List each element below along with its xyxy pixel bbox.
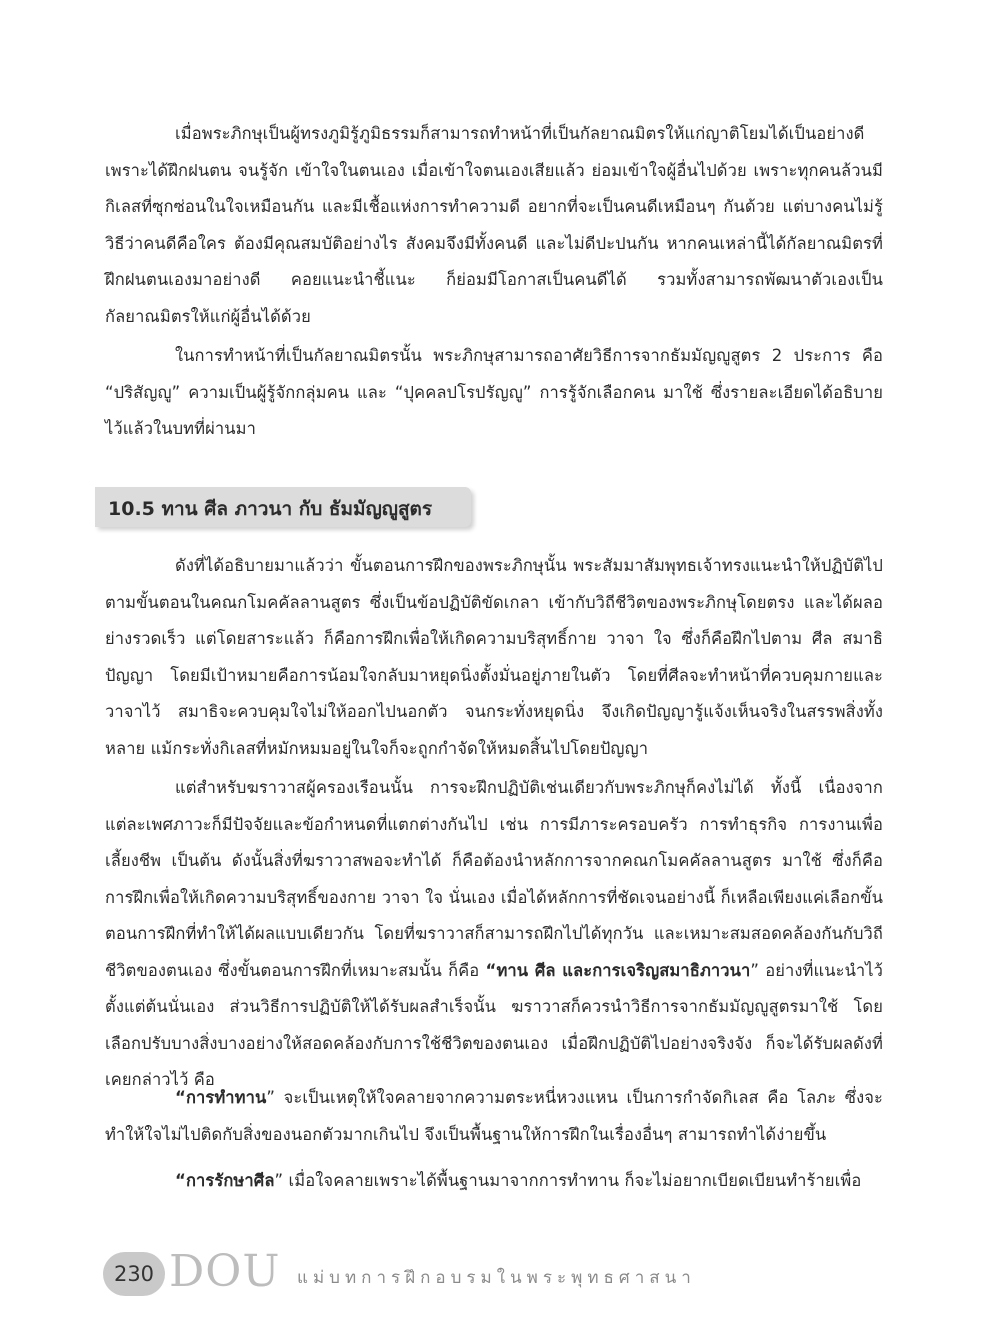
paragraph-4-part-b: ” อย่างที่แนะนำไว้ตั้งแต่ต้นนั่นเอง ส่วนวิธีการปฏิบัติให้ได้รับผลสำเร็จนั้น ฆราวาสก็ควรนำวิธีการจากธัมมัญญูสูตรมาใช้ โดยเลือกปรับบางสิ่งบางอย่างให้สอดคล้องกับการใช้ชีวิตของตนเอง เมื่อฝึกปฏิบัติไปอย่างจริงจัง ก็จะได้รับผลดังที่เคยกล่าวไว้ คือ	[105, 960, 883, 1089]
paragraph-1	[105, 116, 883, 335]
page-number-badge: 230	[103, 1252, 165, 1296]
paragraph-2-text: ในการทำหน้าที่เป็นกัลยาณมิตรนั้น พระภิกษุสามารถอาศัยวิธีการจากธัมมัญญูสูตร 2 ประการ คือ “ปริสัญญู” ความเป็นผู้รู้จักกลุ่มคน และ “ปุคคลปโรปรัญญู” การรู้จักเลือกคน มาใช้ ซึ่งรายละเอียดได้อธิบายไว้แล้วในบทที่ผ่านมา	[105, 346, 883, 438]
paragraph-6-text	[105, 1163, 883, 1200]
paragraph-3-text: ดังที่ได้อธิบายมาแล้วว่า ขั้นตอนการฝึกของพระภิกษุนั้น พระสัมมาสัมพุทธเจ้าทรงแนะนำให้ปฏิบัติไปตามขั้นตอนในคณกโมคคัลลานสูตร ซึ่งเป็นข้อปฏิบัติขัดเกลา เข้ากับวิถีชีวิตของพระภิกษุโดยตรง และได้ผลอย่างรวดเร็ว แต่โดยสาระแล้ว ก็คือการฝึกเพื่อให้เกิดความบริสุทธิ์กาย วาจา ใจ ซึ่งก็คือฝึกไปตาม ศีล สมาธิ ปัญญา โดยมีเป้าหมายคือการน้อมใจกลับมาหยุดนิ่งตั้งมั่นอยู่ภายในตัว โดยที่ศีลจะทำหน้าที่ควบคุมกายและวาจาไว้ สมาธิจะควบคุมใจไม่ให้ออกไปนอกตัว จนกระทั่งหยุดนิ่ง จึงเกิดปัญญารู้แจ้งเห็นจริงในสรรพสิ่งทั้งหลาย แม้กระทั่งกิเลสที่หมักหมมอยู่ในใจก็จะถูกกำจัดให้หมดสิ้นไปโดยปัญญา	[105, 556, 883, 758]
paragraph-4	[105, 770, 883, 1099]
paragraph-6	[105, 1163, 883, 1200]
section-heading-box	[95, 487, 471, 527]
page-footer	[103, 1246, 803, 1300]
paragraph-6-bold-term: “การรักษาศีล	[175, 1171, 275, 1190]
paragraph-5-text	[105, 1080, 883, 1153]
book-title: แม่บทการฝึกอบรมในพระพุทธศาสนา	[297, 1268, 696, 1288]
dou-logo: DOU	[169, 1246, 281, 1297]
paragraph-5	[105, 1080, 883, 1153]
paragraph-1-text: เมื่อพระภิกษุเป็นผู้ทรงภูมิรู้ภูมิธรรมก็สามารถทำหน้าที่เป็นกัลยาณมิตรให้แก่ญาติโยมได้เป็นอย่างดี เพราะได้ฝึกฝนตน จนรู้จัก เข้าใจในตนเอง เมื่อเข้าใจตนเองเสียแล้ว ย่อมเข้าใจผู้อื่นไปด้วย เพราะทุกคนล้วนมีกิเลสที่ซุกซ่อนในใจเหมือนกัน และมีเชื้อแห่งการทำความดี อยากที่จะเป็นคนดีเหมือนๆ กันด้วย แต่บางคนไม่รู้วิธีว่าคนดีคือใคร ต้องมีคุณสมบัติอย่างไร สังคมจึงมีทั้งคนดี และไม่ดีปะปนกัน หากคนเหล่านี้ได้กัลยาณมิตรที่ฝึกฝนตนเองมาอย่างดี คอยแนะนำชี้แนะ ก็ย่อมมีโอกาสเป็นคนดีได้ รวมทั้งสามารถพัฒนาตัวเองเป็นกัลยาณมิตรให้แก่ผู้อื่นได้ด้วย	[105, 124, 883, 326]
paragraph-5-rest: ” จะเป็นเหตุให้ใจคลายจากความตระหนี่หวงแหน เป็นการกำจัดกิเลส คือ โลภะ ซึ่งจะทำให้ใจไม่ไปติดกับสิ่งของนอกตัวมากเกินไป จึงเป็นพื้นฐานให้การฝึกในเรื่องอื่นๆ สามารถทำได้ง่ายขึ้น	[105, 1088, 883, 1144]
paragraph-2	[105, 338, 883, 448]
paragraph-6-rest: ” เมื่อใจคลายเพราะได้พื้นฐานมาจากการทำทาน ก็จะไม่อยากเบียดเบียนทำร้ายเพื่อ	[274, 1171, 862, 1190]
section-heading-title: 10.5 ทาน ศีล ภาวนา กับ ธัมมัญญูสูตร	[108, 498, 433, 520]
paragraph-4-bold-term: “ทาน ศีล และการเจริญสมาธิภาวนา	[485, 960, 751, 980]
paragraph-4-part-a: แต่สำหรับฆราวาสผู้ครองเรือนนั้น การจะฝึกปฏิบัติเช่นเดียวกับพระภิกษุก็คงไม่ได้ ทั้งนี้ เนื่องจากแต่ละเพศภาวะก็มีปัจจัยและข้อกำหนดที่แตกต่างกันไป เช่น การมีภาระครอบครัว การทำธุรกิจ การงานเพื่อเลี้ยงชีพ เป็นต้น ดังนั้นสิ่งที่ฆราวาสพอจะทำได้ ก็คือต้องนำหลักการจากคณกโมคคัลลานสูตร มาใช้ ซึ่งก็คือ การฝึกเพื่อให้เกิดความบริสุทธิ์ของกาย วาจา ใจ นั่นเอง เมื่อได้หลักการที่ชัดเจนอย่างนี้ ก็เหลือเพียงแค่เลือกขั้นตอนการฝึกที่ทำให้ได้ผลแบบเดียวกัน โดยที่ฆราวาสก็สามารถฝึกไปได้ทุกวัน และเหมาะสมสอดคล้องกันกับวิถีชีวิตของตนเอง ซึ่งขั้นตอนการฝึกที่เหมาะสมนั้น ก็คือ	[105, 778, 883, 980]
paragraph-4-text	[105, 770, 883, 1099]
paragraph-5-bold-term: “การทำทาน	[175, 1088, 267, 1107]
paragraph-3	[105, 548, 883, 767]
